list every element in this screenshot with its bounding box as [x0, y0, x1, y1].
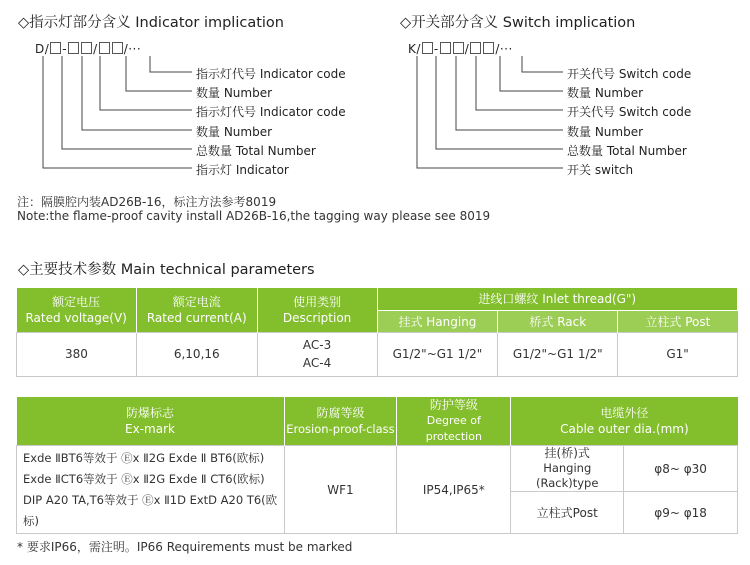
cell-description — [257, 332, 377, 376]
code-slot — [483, 42, 494, 54]
params-title: ◇主要技术参数 Main technical parameters — [18, 262, 315, 278]
code-sep: - — [62, 42, 68, 56]
exmark-line-2: Exde ⅡCT6等效于 Ⓔx Ⅱ2G Exde Ⅱ CT6(欧标) — [23, 471, 265, 486]
switch-title: ◇开关部分含义 Switch implication — [400, 15, 636, 31]
cell-post: G1" — [618, 332, 738, 376]
indicator-label-5: 总数量 Total Number — [196, 144, 316, 158]
table-row — [17, 332, 738, 376]
switch-label-5: 总数量 Total Number — [567, 144, 687, 158]
header-rack: 桥式 Rack — [498, 310, 618, 332]
header-exmark-en: Ex-mark — [125, 422, 175, 436]
cell-protection: IP54,IP65* — [397, 446, 511, 534]
code-sep: - — [433, 42, 439, 56]
cell-exmarks — [17, 446, 285, 534]
header-voltage — [17, 288, 137, 332]
cell-current: 6,10,16 — [136, 332, 257, 376]
cell-cable-type-2: 立柱式Post — [511, 492, 624, 534]
indicator-label-2: 数量 Number — [196, 86, 273, 100]
switch-label-4: 数量 Number — [567, 125, 644, 139]
header-voltage-en: Rated voltage(V) — [25, 310, 127, 325]
header-current-en: Rated current(A) — [146, 310, 247, 325]
code-slot — [470, 42, 481, 54]
note-cn: 注：隔膜腔内装AD26B-16，标注方法参考8019 — [17, 195, 277, 209]
header-description — [257, 288, 377, 332]
code-slot — [453, 42, 464, 54]
header-exmark — [17, 397, 285, 446]
code-sep: / — [464, 42, 470, 56]
indicator-label-3: 指示灯代号 Indicator code — [196, 105, 346, 119]
cell-rack: G1/2"~G1 1/2" — [498, 332, 618, 376]
switch-code — [408, 42, 513, 56]
cell-description-ac4: AC-4 — [302, 356, 332, 370]
switch-label-1: 开关代号 Switch code — [567, 67, 692, 81]
params-table-1 — [16, 288, 738, 377]
indicator-code-prefix: D/ — [35, 42, 50, 56]
header-erosion-en: Erosion-proof-class — [286, 422, 395, 436]
cell-description-ac3: AC-3 — [302, 338, 332, 352]
switch-label-6: 开关 switch — [567, 163, 634, 177]
header-erosion-cn: 防腐等级 — [316, 406, 365, 420]
cell-cable-dia-2: φ9~ φ18 — [624, 492, 738, 534]
table-row — [17, 446, 738, 492]
cell-cable-type-1 — [511, 446, 624, 492]
indicator-label-1: 指示灯代号 Indicator code — [196, 67, 346, 81]
cable-type-1-en: Hanging (Rack)type — [536, 461, 599, 490]
cable-type-1-cn: 挂(桥)式 — [544, 446, 590, 460]
cell-voltage: 380 — [17, 332, 137, 376]
cell-erosion: WF1 — [284, 446, 397, 534]
header-protection-en: Degree of protection — [425, 414, 482, 443]
header-description-en: Description — [282, 310, 352, 325]
indicator-label-4: 数量 Number — [196, 125, 273, 139]
exmark-line-3: DIP A20 TA,T6等效于 Ⓔx Ⅱ1D ExtD A20 T6(欧标) — [23, 492, 278, 528]
header-post: 立柱式 Post — [618, 310, 738, 332]
indicator-title: ◇指示灯部分含义 Indicator implication — [18, 15, 284, 31]
code-slot — [440, 42, 451, 54]
header-description-cn: 使用类别 — [293, 294, 342, 309]
switch-label-2: 数量 Number — [567, 86, 644, 100]
header-current — [136, 288, 257, 332]
code-sep: / — [93, 42, 98, 56]
note-en: Note:the flame-proof cavity install AD26B-16,the tagging way please see 8019 — [17, 209, 491, 223]
header-current-cn: 额定电流 — [172, 294, 221, 309]
header-protection — [397, 397, 511, 446]
header-exmark-cn: 防爆标志 — [126, 406, 175, 420]
header-cable — [511, 397, 738, 446]
indicator-label-6: 指示灯 Indicator — [196, 163, 289, 177]
header-hanging: 挂式 Hanging — [377, 310, 498, 332]
footnote: * 要求IP66，需注明。IP66 Requirements must be marked — [17, 540, 353, 554]
header-inlet-thread: 进线口螺纹 Inlet thread(G") — [377, 288, 737, 310]
switch-code-prefix: K/ — [408, 42, 421, 56]
switch-label-3: 开关代号 Switch code — [567, 105, 692, 119]
code-slot — [422, 42, 433, 54]
code-sep: /··· — [123, 42, 142, 56]
header-voltage-cn: 额定电压 — [52, 294, 101, 309]
cell-hanging: G1/2"~G1 1/2" — [377, 332, 498, 376]
params-table-2 — [16, 397, 738, 534]
header-protection-cn: 防护等级 — [429, 398, 478, 412]
header-cable-en: Cable outer dia.(mm) — [560, 422, 689, 436]
header-erosion — [284, 397, 397, 446]
exmark-line-1: Exde ⅡBT6等效于 Ⓔx Ⅱ2G Exde Ⅱ BT6(欧标) — [23, 450, 265, 465]
cell-cable-dia-1: φ8~ φ30 — [624, 446, 738, 492]
header-cable-cn: 电缆外径 — [600, 406, 649, 420]
code-sep: /··· — [495, 42, 513, 56]
